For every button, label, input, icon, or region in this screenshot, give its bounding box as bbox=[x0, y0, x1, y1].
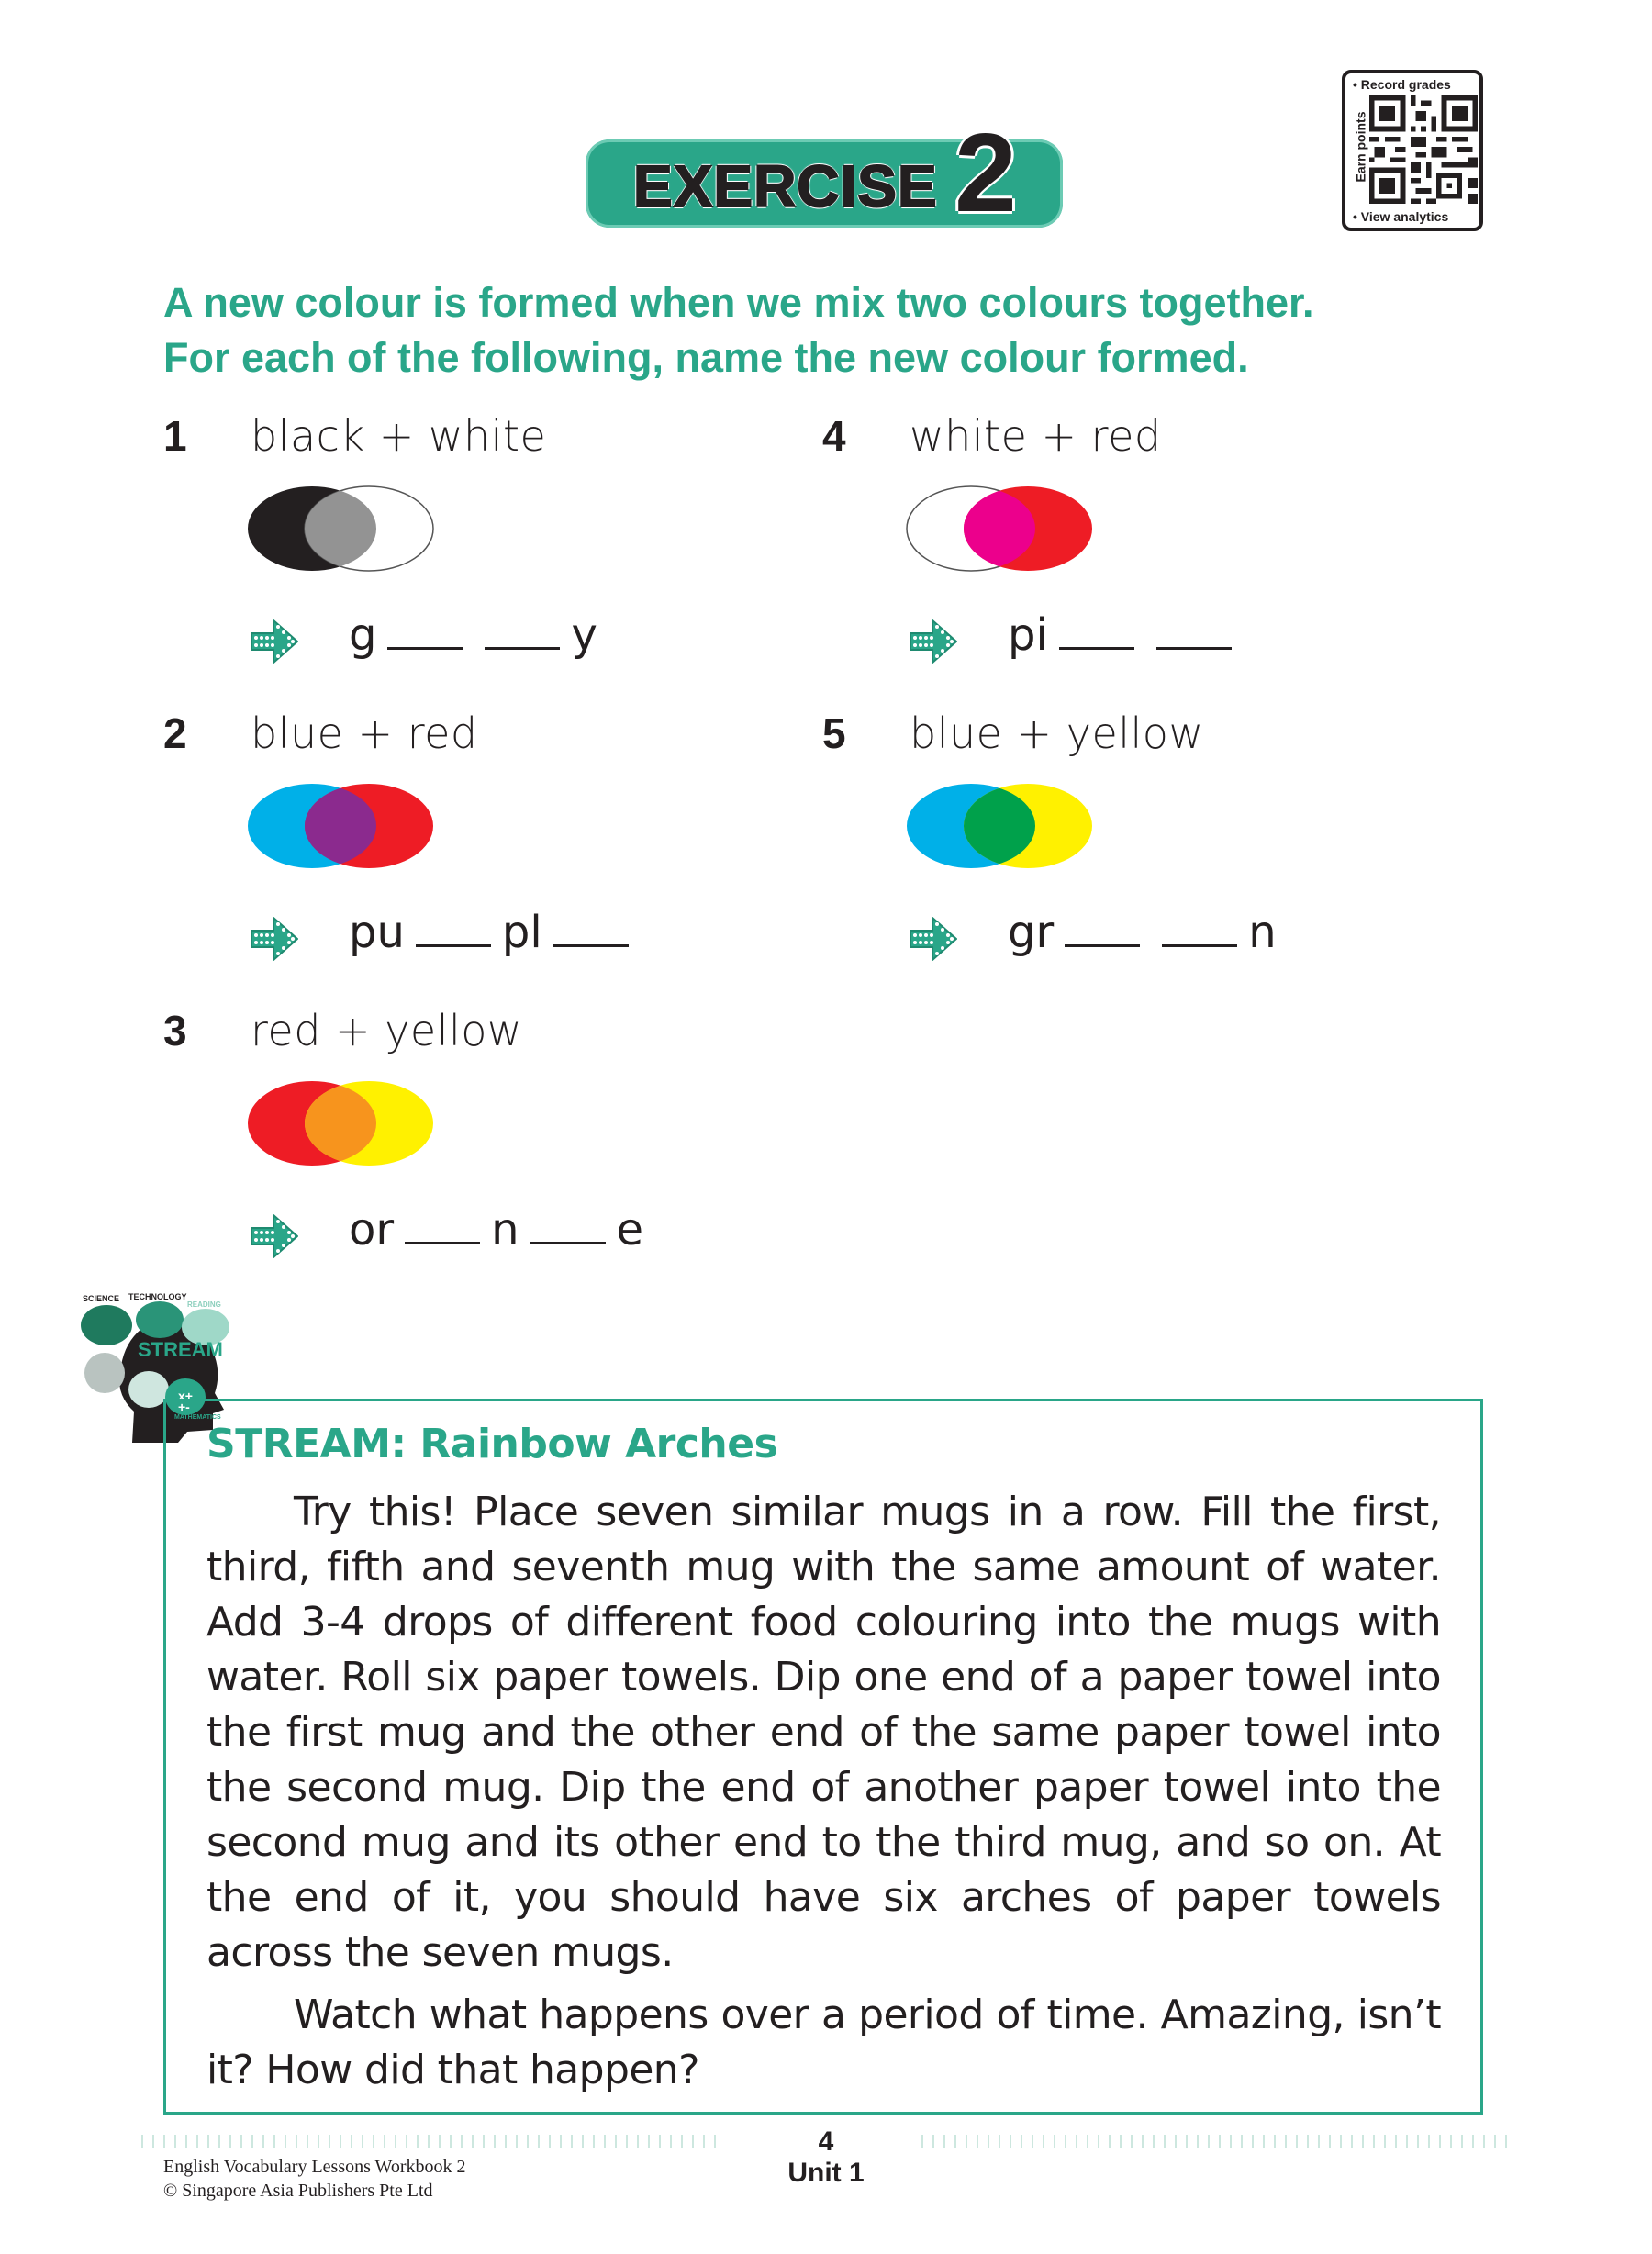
question-number: 1 bbox=[163, 412, 187, 460]
answer-blank[interactable] bbox=[405, 1215, 480, 1244]
stream-body bbox=[206, 1485, 1441, 2105]
arrow-right-icon bbox=[246, 910, 303, 967]
question-prompt: red + yellow bbox=[251, 1006, 523, 1055]
footer-divider-left bbox=[138, 2135, 725, 2148]
colour-mix-venn-icon bbox=[905, 780, 1125, 872]
answer-letters: or bbox=[349, 1204, 395, 1255]
answer-letters: e bbox=[616, 1204, 644, 1255]
qr-code-block[interactable] bbox=[1342, 70, 1483, 231]
copyright: © Singapore Asia Publishers Pte Ltd bbox=[163, 2181, 433, 2201]
arrow-right-icon bbox=[246, 613, 303, 670]
unit-label: Unit 1 bbox=[787, 2158, 865, 2188]
question-number: 2 bbox=[163, 709, 187, 757]
question-number: 5 bbox=[822, 709, 846, 757]
answer-letters: pl bbox=[501, 907, 542, 958]
qr-code-icon bbox=[1369, 95, 1478, 204]
answer-fill-in[interactable] bbox=[349, 907, 640, 958]
answer-blank[interactable] bbox=[553, 918, 629, 947]
answer-fill-in[interactable] bbox=[349, 609, 597, 661]
answer-letters: n bbox=[1248, 907, 1277, 958]
answer-letters: g bbox=[349, 609, 377, 661]
answer-row bbox=[246, 609, 705, 677]
question-number: 4 bbox=[822, 412, 846, 460]
question-prompt: blue + yellow bbox=[910, 709, 1204, 758]
stream-logo-mathematics: MATHEMATICS bbox=[174, 1414, 221, 1421]
qr-side-label: Earn points bbox=[1353, 111, 1368, 183]
stream-paragraph-1: Try this! Place seven similar mugs in a row. Fill the first, third, fifth and seventh mug with the same amount of water. Add 3-4 drops of different food colouring into the mugs with water. Roll six paper towels. Dip one end of a paper towel into the first mug and the other end of the same paper towel into the second mug. Dip the end of another paper towel into the second mug and its other end to the third mug, and so on. At the end of it, you should have six arches of paper towels across the seven mugs. bbox=[206, 1489, 1441, 1976]
qr-top-label: • Record grades bbox=[1353, 77, 1451, 92]
colour-mix-venn-icon bbox=[905, 483, 1125, 575]
arrow-right-icon bbox=[905, 613, 962, 670]
stream-logo-stream: STREAM bbox=[138, 1338, 223, 1361]
book-title: English Vocabulary Lessons Workbook 2 bbox=[163, 2157, 466, 2177]
stream-logo-science: SCIENCE bbox=[83, 1294, 120, 1303]
question-prompt: black + white bbox=[251, 411, 547, 461]
answer-row bbox=[905, 907, 1364, 975]
colour-mix-venn-icon bbox=[246, 1077, 466, 1169]
answer-letters: gr bbox=[1008, 907, 1055, 958]
question-prompt: blue + red bbox=[251, 709, 478, 758]
stream-logo-technology: TECHNOLOGY bbox=[128, 1292, 187, 1301]
answer-blank[interactable] bbox=[530, 1215, 606, 1244]
instruction-line-1: A new colour is formed when we mix two colours together. bbox=[163, 279, 1314, 326]
answer-row bbox=[246, 1204, 705, 1272]
footer-credits bbox=[163, 2155, 465, 2203]
answer-blank[interactable] bbox=[1065, 918, 1140, 947]
footer-divider-right bbox=[918, 2135, 1514, 2148]
stream-logo-reading: READING bbox=[187, 1300, 221, 1309]
answer-fill-in[interactable] bbox=[1008, 907, 1277, 958]
question-prompt: white + red bbox=[910, 411, 1162, 461]
instruction-line-2: For each of the following, name the new colour formed. bbox=[163, 334, 1249, 381]
qr-bottom-label: • View analytics bbox=[1353, 209, 1449, 224]
instructions bbox=[163, 275, 1503, 385]
svg-text:x+: x+ bbox=[178, 1389, 193, 1403]
answer-letters: n bbox=[491, 1204, 519, 1255]
answer-fill-in[interactable] bbox=[1008, 609, 1243, 661]
exercise-number: 2 bbox=[954, 110, 1017, 235]
answer-fill-in[interactable] bbox=[349, 1204, 643, 1255]
stream-paragraph-2: Watch what happens over a period of time. Amazing, isn’t it? How did that happen? bbox=[206, 1992, 1441, 2093]
answer-row bbox=[246, 907, 705, 975]
svg-text:+-: +- bbox=[178, 1400, 190, 1414]
stream-title: STREAM: Rainbow Arches bbox=[206, 1421, 778, 1467]
exercise-label: EXERCISE bbox=[633, 153, 938, 219]
arrow-right-icon bbox=[246, 1208, 303, 1265]
answer-letters: pi bbox=[1008, 609, 1048, 661]
answer-letters: y bbox=[571, 609, 597, 661]
answer-blank[interactable] bbox=[485, 620, 560, 650]
answer-blank[interactable] bbox=[416, 918, 491, 947]
question-number: 3 bbox=[163, 1007, 187, 1054]
colour-mix-venn-icon bbox=[246, 780, 466, 872]
answer-blank[interactable] bbox=[1059, 620, 1134, 650]
answer-blank[interactable] bbox=[1156, 620, 1232, 650]
page-number: 4 bbox=[818, 2126, 834, 2157]
answer-row bbox=[905, 609, 1364, 677]
answer-letters: pu bbox=[349, 907, 405, 958]
footer-page-info bbox=[771, 2127, 881, 2190]
arrow-right-icon bbox=[905, 910, 962, 967]
answer-blank[interactable] bbox=[1162, 918, 1237, 947]
colour-mix-venn-icon bbox=[246, 483, 466, 575]
answer-blank[interactable] bbox=[387, 620, 463, 650]
